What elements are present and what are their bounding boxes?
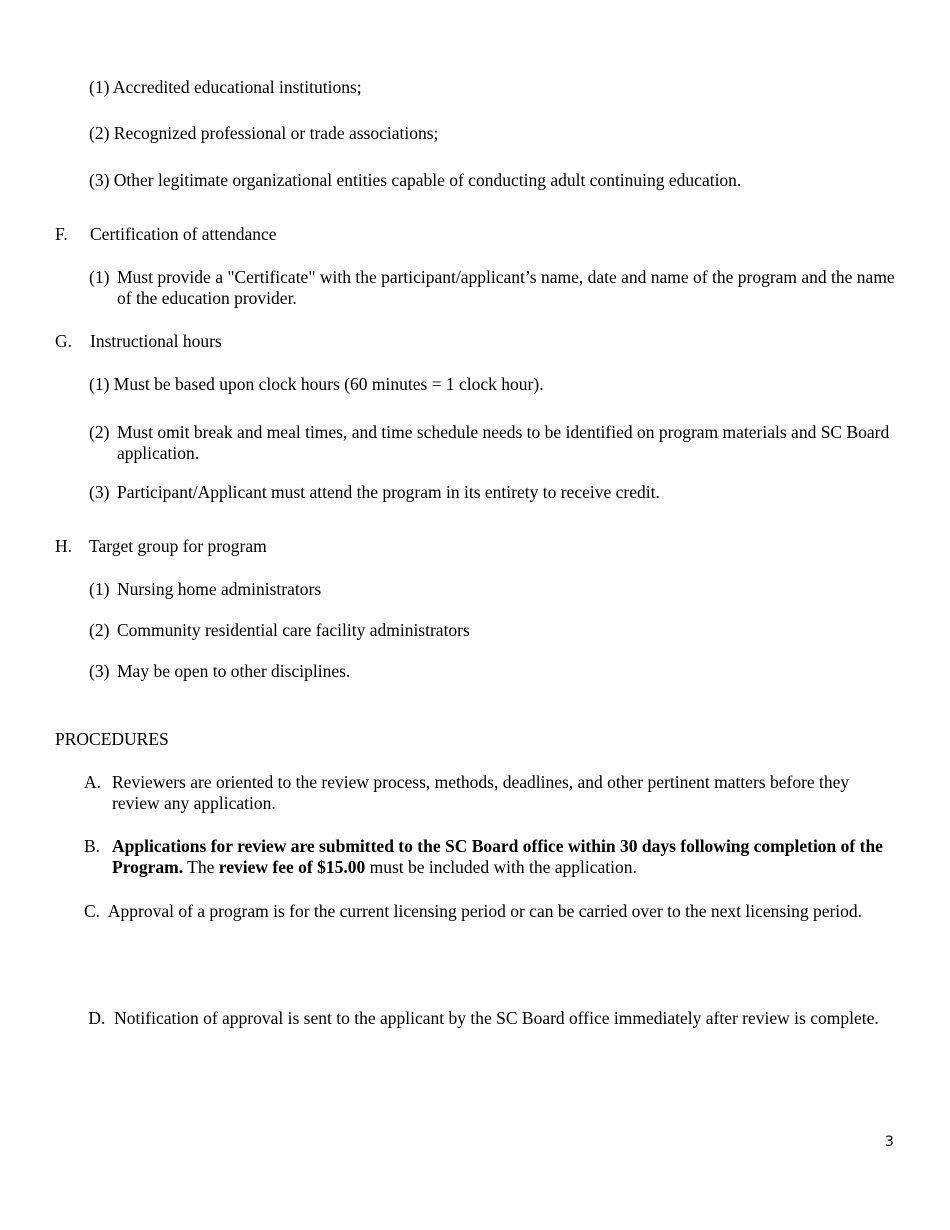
list-item [89,422,899,464]
procedure-c [84,901,899,922]
item-number: (1) [89,267,110,287]
list-item: (3) Other legitimate organizational entities capable of conducting adult continuing education. [89,170,742,190]
list-item: (1) Accredited educational institutions; [89,77,362,97]
section-heading: Certification of attendance [90,224,277,244]
item-label: C. [84,901,101,921]
procedure-d [84,1008,899,1029]
section-heading: Target group for program [89,536,267,556]
page-title: PROCEDURES [55,729,169,749]
item-label: A. [84,772,102,792]
procedure-b [84,836,899,878]
item-text: Notification of approval is sent to the applicant by the SC Board office immediately after review is complete. [114,1008,879,1028]
item-number: (3) [89,661,110,681]
item-text: May be open to other disciplines. [117,661,351,681]
review-fee-text: review fee of $15.00 [218,857,366,877]
item-text: Must be based upon clock hours (60 minutes = 1 clock hour). [113,374,544,394]
connector-text: The [183,857,219,877]
item-number: (2) [89,422,110,442]
page-number: 3 [885,1134,894,1150]
section-label: F. [55,224,68,244]
list-item: (2) Recognized professional or trade associations; [89,123,439,143]
item-text: Participant/Applicant must attend the program in its entirety to receive credit. [117,482,660,502]
item-number: (2) [89,620,110,640]
item-text: Community residential care facility administrators [117,620,470,640]
item-text: Must provide a "Certificate" with the participant/applicant’s name, date and name of the program and the name of the education provider. [117,267,895,308]
list-item [89,267,899,309]
list-item [89,579,899,600]
item-text: Must omit break and meal times, and time schedule needs to be identified on program materials and SC Board application. [117,422,890,463]
list-item [89,482,899,503]
procedure-a [84,772,899,814]
section-heading: Instructional hours [90,331,222,351]
item-number: (1) [89,374,110,394]
list-item [89,661,899,682]
item-label: D. [88,1008,106,1028]
list-item [89,620,899,641]
item-text: Approval of a program is for the current licensing period or can be carried over to the next licensing period. [107,901,863,921]
item-text: Reviewers are oriented to the review process, methods, deadlines, and other pertinent matters before they review any application. [112,772,850,813]
item-text: must be included with the application. [365,857,637,877]
item-text: Nursing home administrators [117,579,322,599]
list-item [89,374,544,395]
section-label: G. [55,331,73,351]
item-number: (3) [89,482,110,502]
item-label: B. [84,836,101,856]
submission-deadline-text: Applications for review are submitted to the SC Board office within 30 days following completion of the Program. [112,836,883,877]
item-number: (1) [89,579,110,599]
section-label: H. [55,536,73,556]
